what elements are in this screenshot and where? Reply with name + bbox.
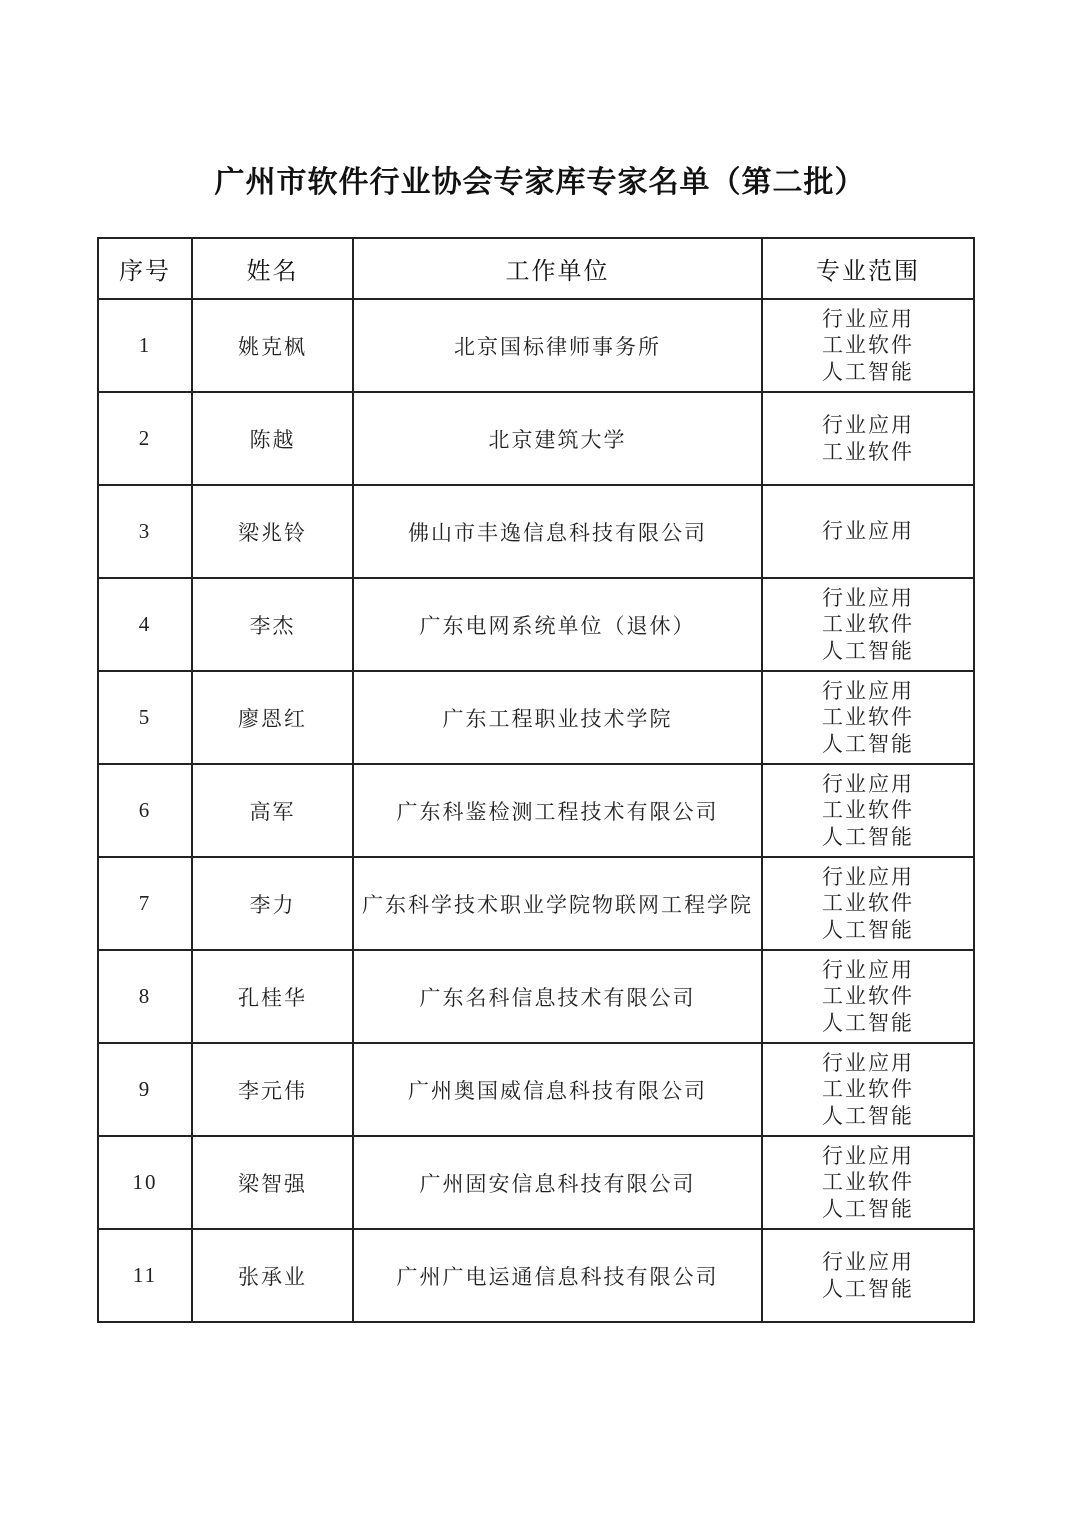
table-row xyxy=(98,857,974,950)
cell-name: 陈越 xyxy=(192,392,353,485)
cell-scope xyxy=(762,671,974,764)
cell-scope xyxy=(762,1136,974,1229)
table-row xyxy=(98,485,974,578)
table-row xyxy=(98,392,974,485)
table-header-row xyxy=(98,238,974,299)
cell-unit: 广州广电运通信息科技有限公司 xyxy=(353,1229,762,1322)
cell-unit: 北京国标律师事务所 xyxy=(353,299,762,392)
cell-no: 7 xyxy=(98,857,192,950)
table-body xyxy=(98,299,974,1322)
table-row xyxy=(98,1043,974,1136)
table-row xyxy=(98,950,974,1043)
scope-item: 人工智能 xyxy=(822,359,914,384)
scope-item: 人工智能 xyxy=(822,731,914,756)
cell-no: 2 xyxy=(98,392,192,485)
scope-item: 行业应用 xyxy=(822,585,914,610)
cell-name: 梁智强 xyxy=(192,1136,353,1229)
cell-name: 李元伟 xyxy=(192,1043,353,1136)
cell-name: 孔桂华 xyxy=(192,950,353,1043)
cell-no: 5 xyxy=(98,671,192,764)
cell-unit: 广东名科信息技术有限公司 xyxy=(353,950,762,1043)
cell-scope xyxy=(762,578,974,671)
cell-scope xyxy=(762,764,974,857)
cell-scope xyxy=(762,485,974,578)
table-row xyxy=(98,1229,974,1322)
cell-no: 1 xyxy=(98,299,192,392)
cell-no: 8 xyxy=(98,950,192,1043)
scope-item: 行业应用 xyxy=(822,864,914,889)
cell-scope xyxy=(762,1043,974,1136)
scope-item: 人工智能 xyxy=(822,917,914,942)
cell-unit: 广东工程职业技术学院 xyxy=(353,671,762,764)
header-name: 姓名 xyxy=(192,238,353,299)
table-row xyxy=(98,671,974,764)
scope-item: 人工智能 xyxy=(822,824,914,849)
cell-name: 张承业 xyxy=(192,1229,353,1322)
cell-no: 10 xyxy=(98,1136,192,1229)
scope-item: 行业应用 xyxy=(822,1143,914,1168)
cell-scope xyxy=(762,299,974,392)
scope-item: 工业软件 xyxy=(822,984,914,1009)
cell-no: 9 xyxy=(98,1043,192,1136)
cell-unit: 广州奥国威信息科技有限公司 xyxy=(353,1043,762,1136)
cell-name: 李杰 xyxy=(192,578,353,671)
scope-item: 行业应用 xyxy=(822,1250,914,1274)
scope-item: 工业软件 xyxy=(822,705,914,730)
cell-no: 6 xyxy=(98,764,192,857)
cell-no: 11 xyxy=(98,1229,192,1322)
cell-unit: 北京建筑大学 xyxy=(353,392,762,485)
scope-item: 行业应用 xyxy=(822,771,914,796)
scope-item: 工业软件 xyxy=(822,439,914,464)
cell-scope xyxy=(762,1229,974,1322)
cell-unit: 广东电网系统单位（退休） xyxy=(353,578,762,671)
scope-item: 行业应用 xyxy=(822,413,914,437)
table-row xyxy=(98,299,974,392)
table-row xyxy=(98,1136,974,1229)
scope-item: 工业软件 xyxy=(822,612,914,637)
scope-item: 人工智能 xyxy=(822,1196,914,1221)
scope-item: 人工智能 xyxy=(822,1103,914,1128)
scope-item: 工业软件 xyxy=(822,333,914,358)
cell-name: 高军 xyxy=(192,764,353,857)
cell-scope xyxy=(762,857,974,950)
table-row xyxy=(98,578,974,671)
cell-name: 李力 xyxy=(192,857,353,950)
scope-item: 工业软件 xyxy=(822,1077,914,1102)
scope-item: 人工智能 xyxy=(822,1010,914,1035)
cell-name: 梁兆铃 xyxy=(192,485,353,578)
cell-unit: 广东科学技术职业学院物联网工程学院 xyxy=(353,857,762,950)
scope-item: 行业应用 xyxy=(822,957,914,982)
cell-name: 廖恩红 xyxy=(192,671,353,764)
scope-item: 工业软件 xyxy=(822,891,914,916)
cell-scope xyxy=(762,950,974,1043)
scope-item: 行业应用 xyxy=(822,306,914,331)
cell-no: 3 xyxy=(98,485,192,578)
scope-item: 行业应用 xyxy=(822,678,914,703)
scope-item: 行业应用 xyxy=(822,519,914,544)
scope-item: 工业软件 xyxy=(822,798,914,823)
expert-list-table xyxy=(97,237,975,1323)
table-row xyxy=(98,764,974,857)
cell-unit: 广州固安信息科技有限公司 xyxy=(353,1136,762,1229)
header-no: 序号 xyxy=(98,238,192,299)
page-title: 广州市软件行业协会专家库专家名单（第二批） xyxy=(214,165,866,200)
scope-item: 工业软件 xyxy=(822,1170,914,1195)
cell-unit: 佛山市丰逸信息科技有限公司 xyxy=(353,485,762,578)
scope-item: 人工智能 xyxy=(822,638,914,663)
cell-unit: 广东科鉴检测工程技术有限公司 xyxy=(353,764,762,857)
scope-item: 人工智能 xyxy=(822,1276,914,1301)
cell-name: 姚克枫 xyxy=(192,299,353,392)
header-unit: 工作单位 xyxy=(353,238,762,299)
cell-scope xyxy=(762,392,974,485)
header-scope: 专业范围 xyxy=(762,238,974,299)
scope-item: 行业应用 xyxy=(822,1050,914,1075)
cell-no: 4 xyxy=(98,578,192,671)
